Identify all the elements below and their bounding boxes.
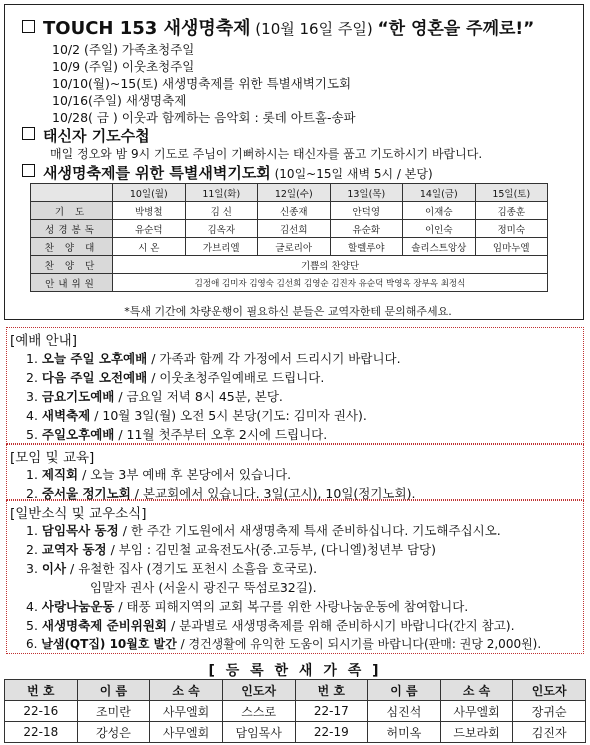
prayer-text: 매일 정오와 밤 9시 기도로 주님이 기뻐하시는 태신자를 품고 기도하시기 바랍니다.: [50, 147, 483, 161]
praise-team-cell: 기쁨의 찬양단: [113, 256, 548, 274]
table-cell: 임마누엘: [475, 238, 548, 256]
touch-slogan: “한 영혼을 주께로!”: [377, 19, 535, 39]
table-cell: 22-16: [5, 701, 78, 722]
news-title: [일반소식 및 교우소식]: [10, 506, 147, 522]
table-cell: 유순덕: [113, 220, 186, 238]
row-label: 찬 양 단: [31, 256, 113, 274]
worship-item: 3. 금요기도예배 / 금요일 저녁 8시 45분, 본당.: [26, 389, 283, 404]
table-cell: 정미숙: [475, 220, 548, 238]
table-cell: 허미옥: [368, 722, 441, 743]
table-cell: 시 온: [113, 238, 186, 256]
table-cell: 22-17: [295, 701, 368, 722]
table-cell: 심진석: [368, 701, 441, 722]
table-cell: 김진자: [513, 722, 586, 743]
table-cell: 강성은: [77, 722, 150, 743]
prayer-title: 태신자 기도수첩: [22, 125, 150, 146]
touch-line: 10/28( 금 ) 이웃과 함께하는 음악회 : 롯데 아트홀-송파: [52, 110, 356, 125]
table-cell: 김옥자: [185, 220, 258, 238]
table-cell: 조미란: [77, 701, 150, 722]
table-row: [5, 701, 586, 722]
guide-cell: 김정애 김미자 김영숙 김선희 김영순 김진자 유순덕 박영옥 장부옥 최정식: [113, 274, 548, 292]
meeting-item: 1. 제직회 / 오늘 3부 예배 후 본당에서 있습니다.: [26, 467, 292, 482]
vehicle-note: *특새 기간에 차량운행이 필요하신 분들은 교역자한테 문의해주세요.: [124, 305, 452, 318]
column-header: 인도자: [222, 680, 295, 701]
column-header: 이 름: [77, 680, 150, 701]
day-header: 12일(수): [258, 184, 331, 202]
register-table: [4, 679, 586, 743]
day-header: 14일(금): [403, 184, 476, 202]
news-item: 6. 날샘(QT집) 10월호 발간 / 경건생활에 유익한 도움이 되시기를 바랍니다(판매: 권당 2,000원).: [26, 637, 542, 651]
checkbox-square-icon: [22, 20, 35, 33]
table-cell: 장귀순: [513, 701, 586, 722]
table-corner: [31, 184, 113, 202]
day-header: 11일(화): [185, 184, 258, 202]
touch-title: TOUCH 153 새생명축제 (10월 16일 주일) “한 영혼을 주께로!”: [22, 14, 534, 40]
news-item: 4. 사랑나눔운동 / 태풍 피해지역의 교회 복구를 위한 사랑나눔운동에 참여합니다.: [26, 599, 469, 614]
checkbox-square-icon: [22, 127, 35, 140]
worship-item: 5. 주일오후예배 / 11월 첫주부터 오후 2시에 드립니다.: [26, 427, 328, 442]
table-row: [5, 722, 586, 743]
worship-item: 1. 오늘 주일 오후예배 / 가족과 함께 각 가정에서 드리시기 바랍니다.: [26, 351, 401, 366]
table-cell: 사무엘회: [150, 701, 223, 722]
worship-item: 2. 다음 주일 오전예배 / 이웃초청주일예배로 드립니다.: [26, 370, 325, 385]
dawn-schedule-table: [30, 183, 548, 292]
table-row: [31, 256, 548, 274]
news-item: 2. 교역자 동정 / 부임 : 김민철 교육전도사(중.고등부, (다니엘)청년부 담당): [26, 542, 436, 557]
touch-line: 10/16(주일) 새생명축제: [52, 93, 187, 108]
worship-item: 4. 새벽축제 / 10월 3일(월) 오전 5시 본당(기도: 김미자 권사).: [26, 408, 367, 423]
table-header-row: [5, 680, 586, 701]
table-cell: 22-18: [5, 722, 78, 743]
news-item: 1. 담임목사 동정 / 한 주간 기도원에서 새생명축제 특새 준비하십니다. 기도해주십시오.: [26, 523, 501, 538]
table-cell: 22-19: [295, 722, 368, 743]
table-row: [31, 238, 548, 256]
table-cell: 스스로: [222, 701, 295, 722]
table-cell: 박병철: [113, 202, 186, 220]
table-cell: 가브리엘: [185, 238, 258, 256]
table-row: [31, 274, 548, 292]
column-header: 소 속: [440, 680, 513, 701]
table-cell: 솔리스트앙상: [403, 238, 476, 256]
table-cell: 할렐루야: [330, 238, 403, 256]
row-label: 성경봉독: [31, 220, 113, 238]
table-cell: 이재승: [403, 202, 476, 220]
table-cell: 이인숙: [403, 220, 476, 238]
touch-line: 10/10(월)~15(토) 새생명축제를 위한 특별새벽기도회: [52, 76, 352, 91]
touch-line: 10/9 (주일) 이웃초청주일: [52, 59, 195, 74]
checkbox-square-icon: [22, 164, 35, 177]
row-label: 찬 양 대: [31, 238, 113, 256]
table-cell: 김선희: [258, 220, 331, 238]
register-title: [ 등 록 한 새 가 족 ]: [208, 663, 382, 679]
table-cell: 담임목사: [222, 722, 295, 743]
table-cell: 유순화: [330, 220, 403, 238]
row-label: 안내위원: [31, 274, 113, 292]
table-cell: 글로리아: [258, 238, 331, 256]
news-item: 3. 이사 / 유철한 집사 (경기도 포천시 소흘읍 호국로).: [26, 561, 318, 576]
table-cell: 김 신: [185, 202, 258, 220]
column-header: 소 속: [150, 680, 223, 701]
row-label: 기 도: [31, 202, 113, 220]
column-header: 이 름: [368, 680, 441, 701]
meeting-item: 2. 중서울 정기노회 / 본교회에서 있습니다. 3일(고시), 10일(정기노회).: [26, 486, 416, 501]
column-header: 번 호: [5, 680, 78, 701]
table-cell: 사무엘회: [440, 701, 513, 722]
dawn-title: 새생명축제를 위한 특별새벽기도회 (10일~15일 새벽 5시 / 본당): [22, 162, 433, 183]
table-cell: 드보라회: [440, 722, 513, 743]
news-item: 5. 새생명축제 준비위원회 / 분과별로 새생명축제를 위해 준비하시기 바랍니다(간지 참고).: [26, 618, 515, 633]
worship-title: [예배 안내]: [10, 333, 77, 349]
table-cell: 신종재: [258, 202, 331, 220]
day-header: 13일(목): [330, 184, 403, 202]
news-item: 임말자 권사 (서울시 광진구 뚝섬로32길).: [90, 580, 317, 595]
table-row: [31, 202, 548, 220]
table-row: [31, 220, 548, 238]
day-header: 15일(토): [475, 184, 548, 202]
touch-line: 10/2 (주일) 가족초청주일: [52, 42, 195, 57]
table-cell: 김종훈: [475, 202, 548, 220]
column-header: 번 호: [295, 680, 368, 701]
table-cell: 안덕영: [330, 202, 403, 220]
table-cell: 사무엘회: [150, 722, 223, 743]
meeting-title: [모임 및 교육]: [10, 450, 95, 466]
table-header-row: [31, 184, 548, 202]
column-header: 인도자: [513, 680, 586, 701]
day-header: 10일(월): [113, 184, 186, 202]
